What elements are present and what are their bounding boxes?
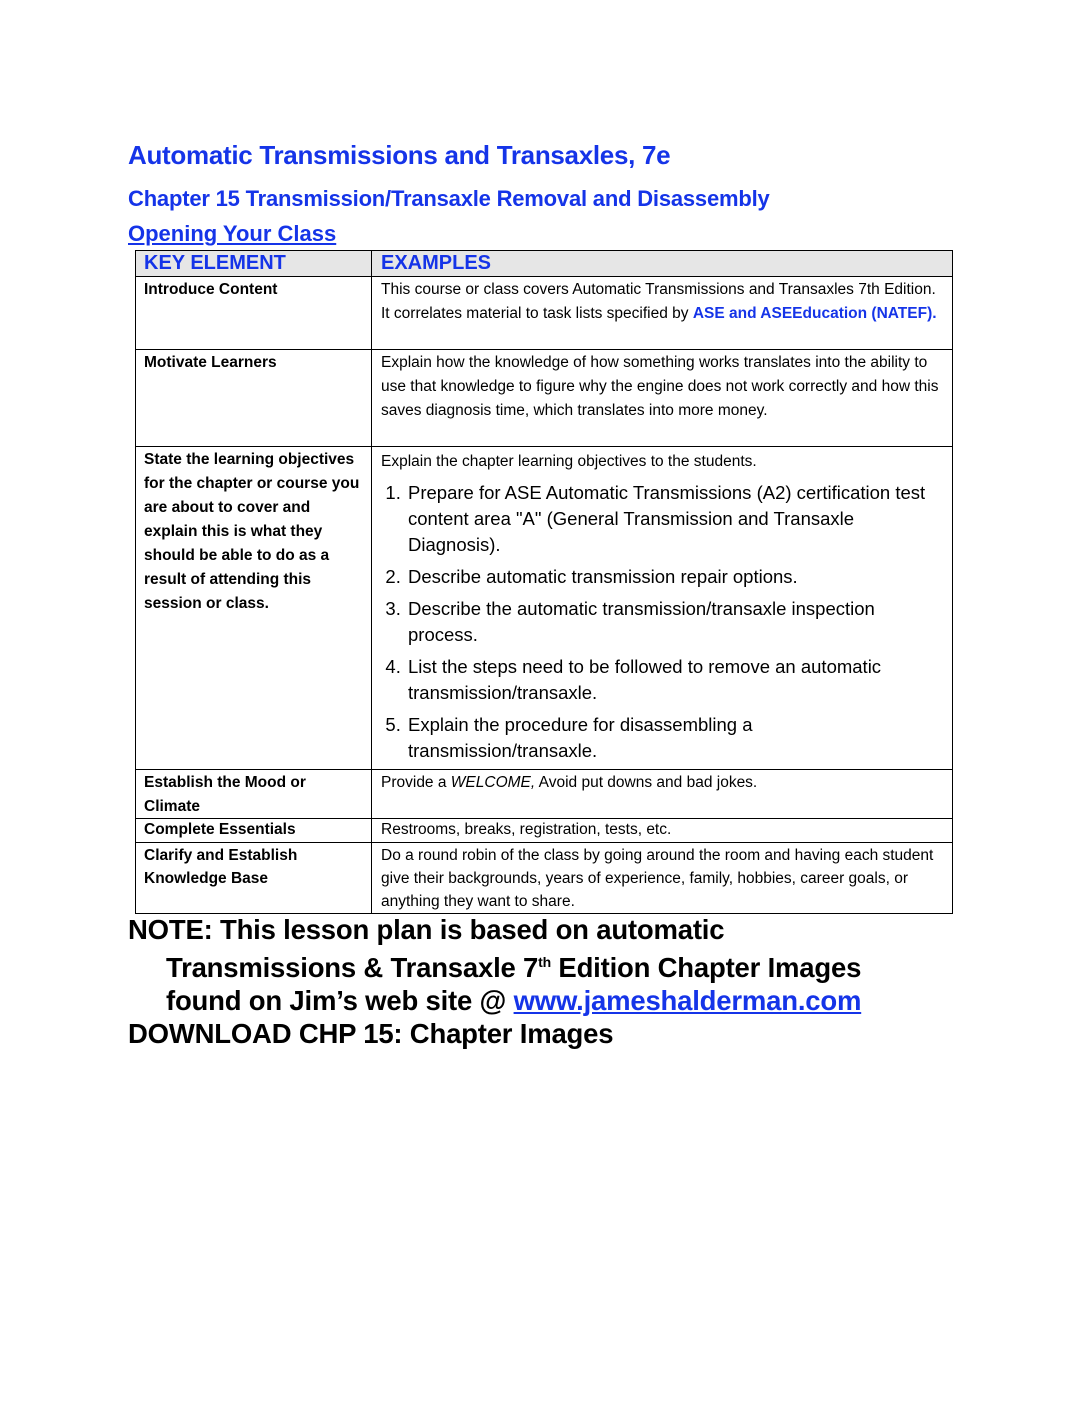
- row-text: [372, 447, 952, 769]
- table-row: [136, 276, 952, 349]
- note-line-3-pre: found on Jim’s web site @: [166, 985, 514, 1017]
- website-link[interactable]: www.jameshalderman.com: [513, 985, 862, 1017]
- objectives-list: [381, 480, 943, 764]
- note-line-2-post: Edition Chapter Images: [550, 952, 862, 984]
- objectives-intro: Explain the chapter learning objectives to the students.: [381, 453, 757, 470]
- objective-item: 3. Describe the automatic transmission/transaxle inspection process.: [406, 596, 943, 648]
- row-text: Restrooms, breaks, registration, tests, etc.: [381, 821, 672, 838]
- document-title: Automatic Transmissions and Transaxles, 7e: [128, 140, 671, 170]
- table-row: [136, 842, 952, 913]
- ase-link[interactable]: ASE and ASEEducation (NATEF).: [692, 305, 937, 322]
- objective-item: 5. Explain the procedure for disassembling a transmission/transaxle.: [406, 712, 943, 764]
- row-text-body: This course or class covers Automatic Transmissions and Transaxles 7th Edition. It correlates material to task lists specified by: [381, 281, 936, 322]
- note-line-2: [128, 946, 861, 984]
- header-examples: EXAMPLES: [381, 252, 492, 274]
- objective-item: 1. Prepare for ASE Automatic Transmissions (A2) certification test content area "A" (General Transmission and Transaxle Diagnosis).: [406, 480, 943, 558]
- note-line-2-pre: Transmissions & Transaxle 7: [166, 952, 539, 984]
- row-text: Do a round robin of the class by going around the room and having each student give their backgrounds, years of experience, family, hobbies, career goals, or anything they want to share.: [381, 847, 934, 910]
- note-line-1: NOTE: This lesson plan is based on automatic: [128, 914, 725, 945]
- objective-item: 4. List the steps need to be followed to remove an automatic transmission/transaxle.: [406, 654, 943, 706]
- row-key: State the learning objectives for the chapter or course you are about to cover and explain this is what they should be able to do as a result of attending this session or class.: [136, 447, 372, 769]
- chapter-title: Chapter 15 Transmission/Transaxle Removal and Disassembly: [128, 186, 770, 211]
- objective-item: 2. Describe automatic transmission repair options.: [406, 564, 943, 590]
- note-block: [128, 913, 861, 1050]
- table-header-row: [136, 251, 952, 276]
- row-text: [372, 277, 952, 349]
- table-row: [136, 769, 952, 818]
- row-key: Motivate Learners: [136, 350, 372, 446]
- text-post: Avoid put downs and bad jokes.: [535, 774, 758, 791]
- table-row: [136, 818, 952, 842]
- row-key: Complete Essentials: [136, 819, 372, 842]
- header-key-element: KEY ELEMENT: [136, 251, 372, 276]
- note-superscript: th: [538, 954, 551, 970]
- lesson-table: [135, 250, 953, 914]
- text-pre: Provide a: [381, 774, 451, 791]
- row-key: Introduce Content: [136, 277, 372, 349]
- row-key: Clarify and Establish Knowledge Base: [136, 843, 372, 913]
- table-row: [136, 349, 952, 446]
- note-line-3: [128, 984, 861, 1017]
- row-text: Explain how the knowledge of how something works translates into the ability to use that knowledge to figure why the engine does not work correctly and how this saves diagnosis time, which translates into more money.: [381, 354, 939, 419]
- text-em: WELCOME,: [450, 774, 536, 791]
- table-row: [136, 446, 952, 769]
- row-key: Establish the Mood or Climate: [136, 770, 372, 818]
- row-text: [372, 770, 952, 818]
- download-line: DOWNLOAD CHP 15: Chapter Images: [128, 1018, 614, 1050]
- section-link[interactable]: Opening Your Class: [128, 221, 337, 246]
